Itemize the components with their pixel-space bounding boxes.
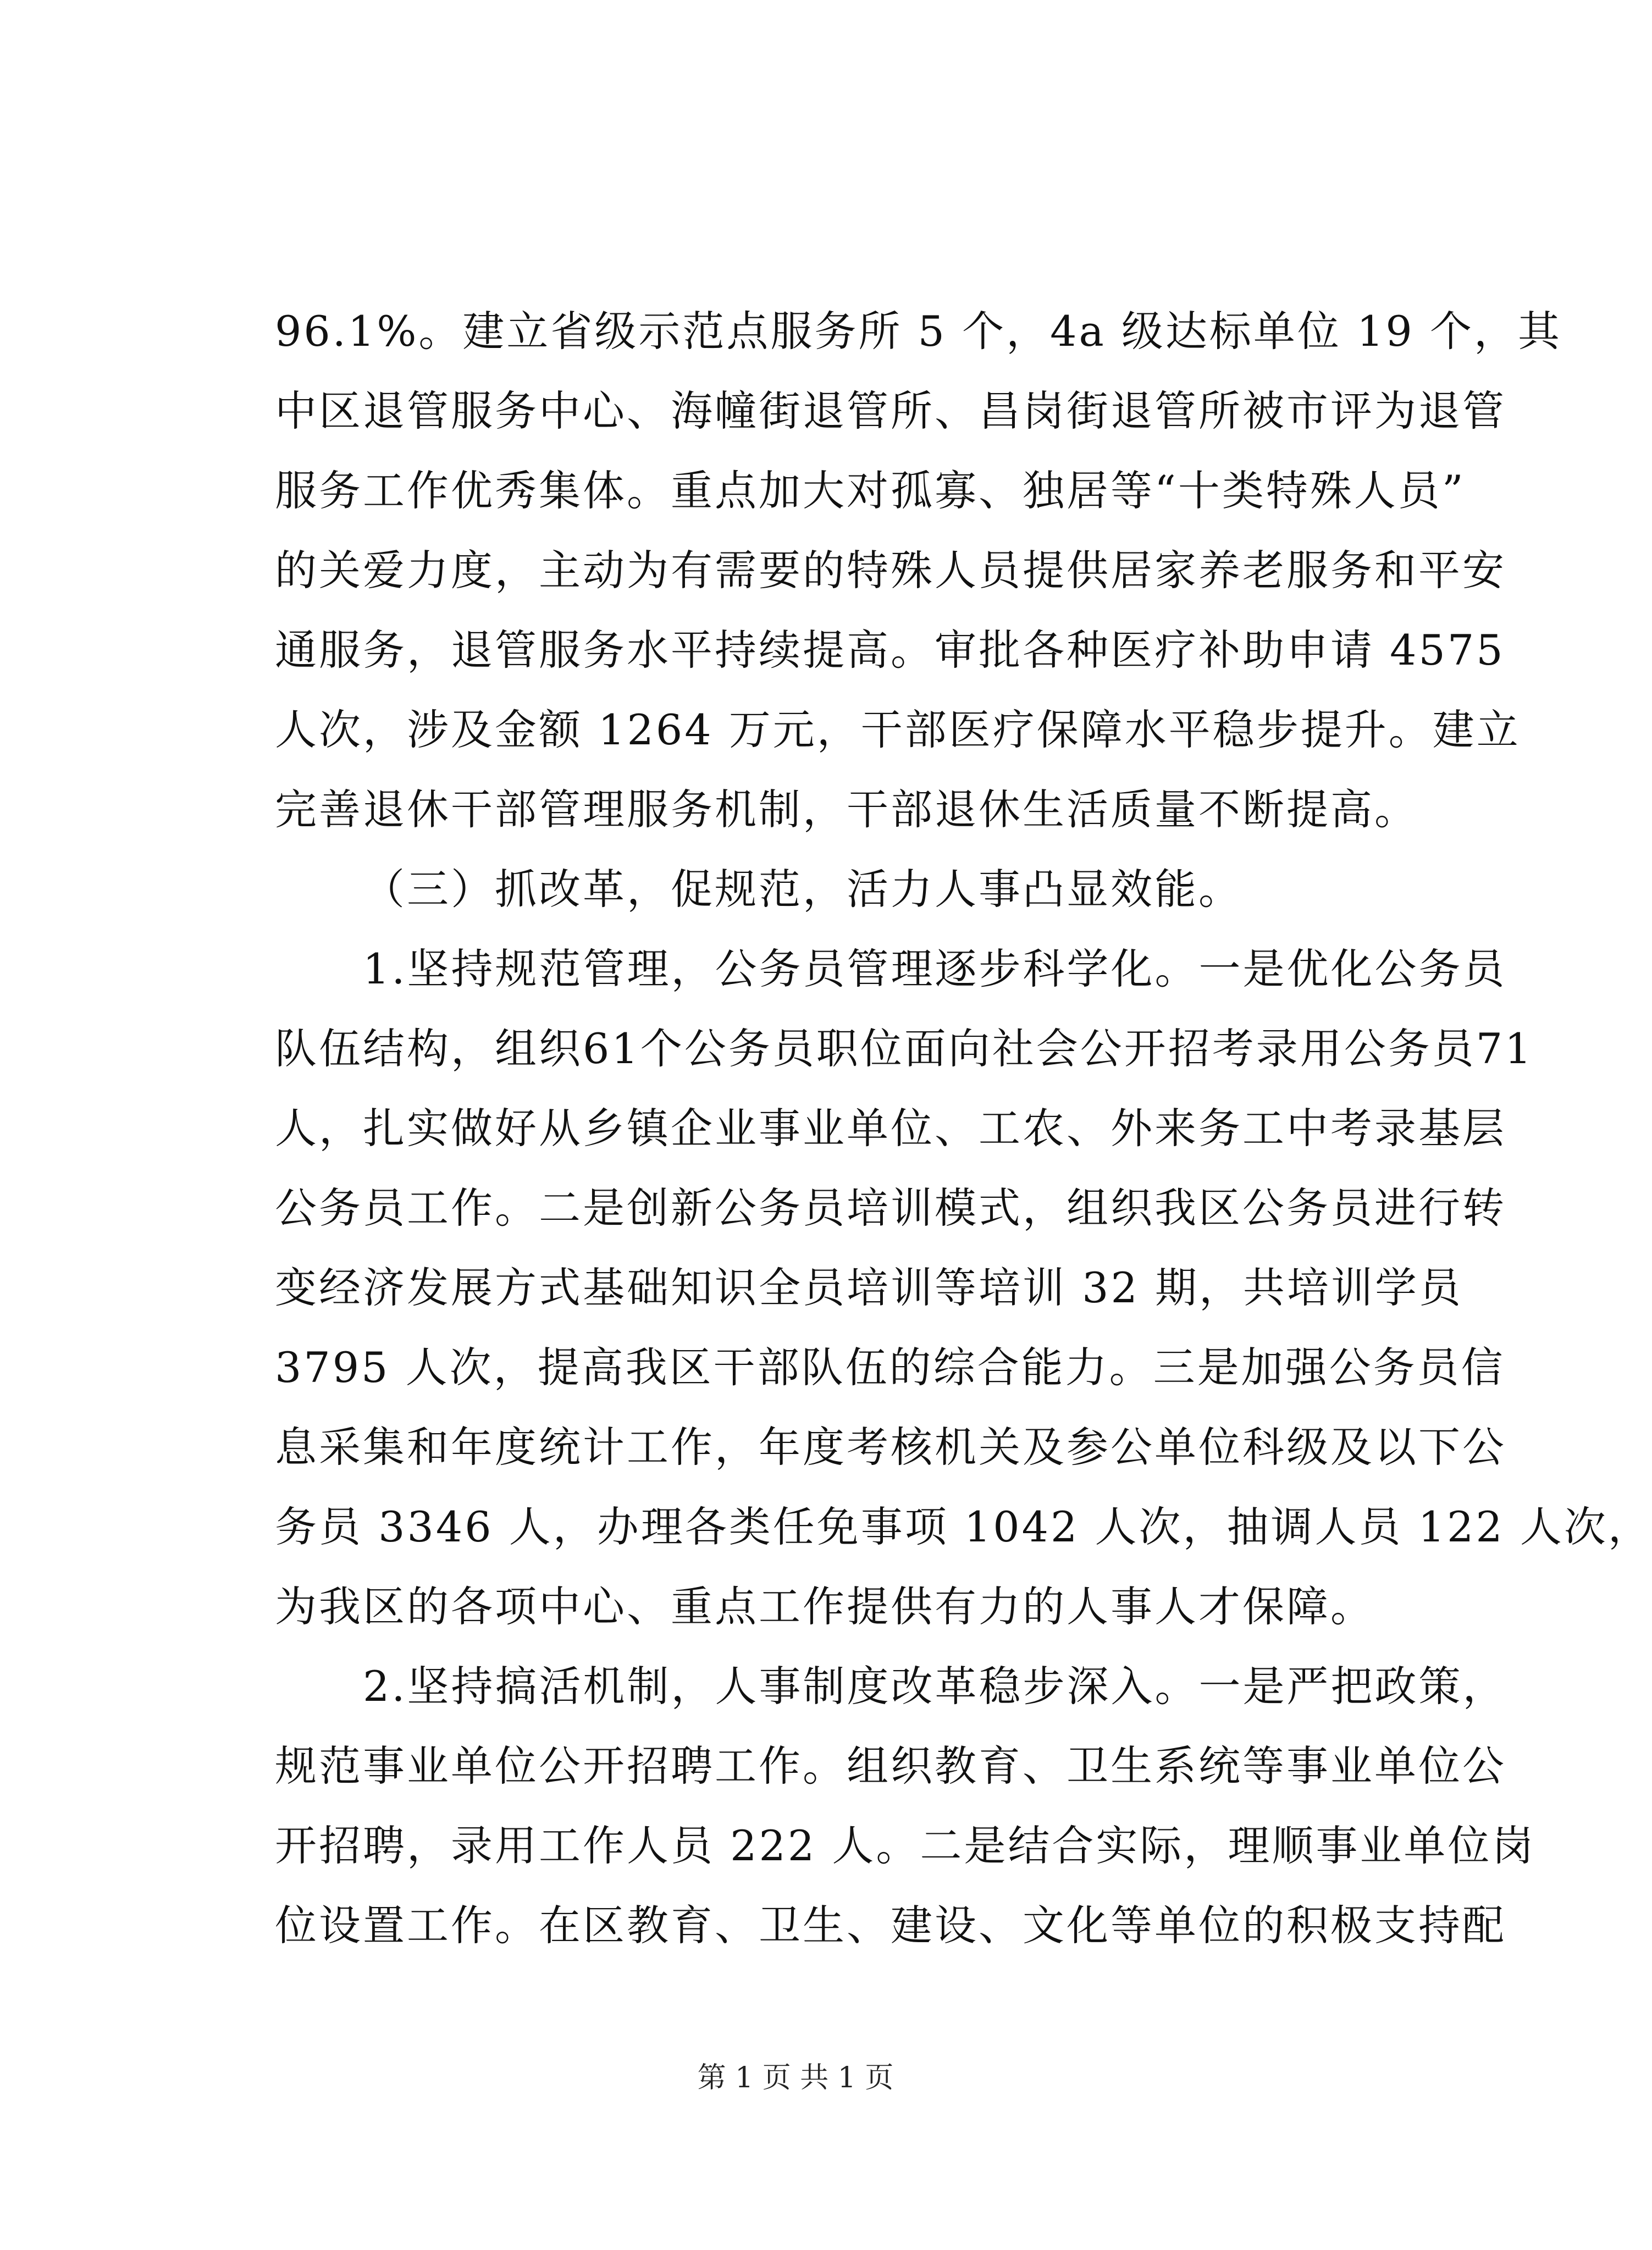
text-line: 规范事业单位公开招聘工作。组织教育、卫生系统等事业单位公 bbox=[275, 1742, 1506, 1790]
text-line: 队伍结构，组织61个公务员职位面向社会公开招考录用公务员71 bbox=[275, 1024, 1534, 1073]
text-line: 开招聘，录用工作人员 222 人。二是结合实际，理顺事业单位岗 bbox=[275, 1821, 1536, 1870]
text-line: 为我区的各项中心、重点工作提供有力的人事人才保障。 bbox=[275, 1582, 1374, 1631]
section-heading: （三）抓改革，促规范，活力人事凸显效能。 bbox=[363, 865, 1242, 914]
text-line: 3795 人次，提高我区干部队伍的综合能力。三是加强公务员信 bbox=[275, 1343, 1505, 1392]
text-line: 变经济发展方式基础知识全员培训等培训 32 期，共培训学员 bbox=[275, 1263, 1463, 1312]
text-line: 服务工作优秀集体。重点加大对孤寡、独居等“十类特殊人员” bbox=[275, 466, 1466, 515]
text-line: 人次，涉及金额 1264 万元，干部医疗保障水平稳步提升。建立 bbox=[275, 705, 1521, 754]
text-line: 人，扎实做好从乡镇企业事业单位、工农、外来务工中考录基层 bbox=[275, 1104, 1506, 1153]
text-line: 息采集和年度统计工作，年度考核机关及参公单位科级及以下公 bbox=[275, 1423, 1506, 1472]
paragraph-first-line: 1.坚持规范管理，公务员管理逐步科学化。一是优化公务员 bbox=[363, 944, 1507, 993]
text-line: 完善退休干部管理服务机制，干部退休生活质量不断提高。 bbox=[275, 785, 1418, 834]
text-line: 96.1%。建立省级示范点服务所 5 个，4a 级达标单位 19 个，其 bbox=[275, 307, 1562, 356]
page-footer bbox=[0, 2059, 1591, 2097]
document-body bbox=[275, 291, 1652, 1965]
text-line: 位设置工作。在区教育、卫生、建设、文化等单位的积极支持配 bbox=[275, 1901, 1506, 1950]
text-line: 公务员工作。二是创新公务员培训模式，组织我区公务员进行转 bbox=[275, 1184, 1506, 1232]
text-line: 务员 3346 人，办理各类任免事项 1042 人次，抽调人员 122 人次， bbox=[275, 1502, 1652, 1551]
paragraph-first-line: 2.坚持搞活机制，人事制度改革稳步深入。一是严把政策， bbox=[363, 1662, 1507, 1711]
page-number-label: 第 1 页 共 1 页 bbox=[697, 2061, 894, 2094]
text-line: 通服务，退管服务水平持续提高。审批各种医疗补助申请 4575 bbox=[275, 626, 1505, 675]
text-line: 的关爱力度，主动为有需要的特殊人员提供居家养老服务和平安 bbox=[275, 546, 1506, 595]
text-line: 中区退管服务中心、海幢街退管所、昌岗街退管所被市评为退管 bbox=[275, 386, 1506, 435]
